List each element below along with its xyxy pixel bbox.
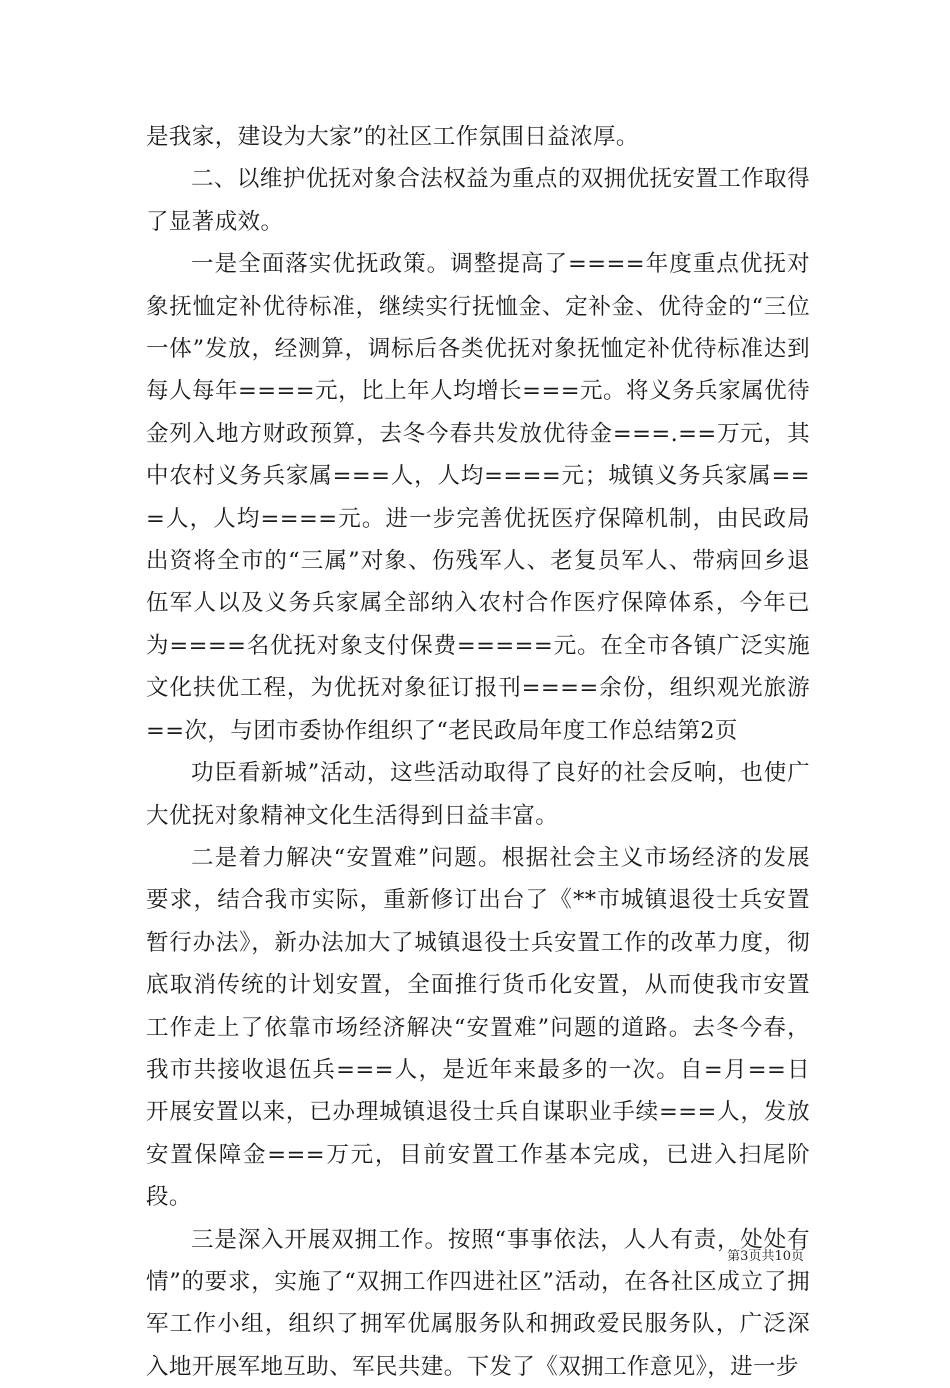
- page-number-footer: 第3页共10页: [727, 1249, 804, 1264]
- paragraph-1: 是我家，建设为大家”的社区工作氛围日益浓厚。: [146, 124, 639, 150]
- paragraph-2: 二、以维护优抚对象合法权益为重点的双拥优抚安置工作取得了显著成效。: [146, 166, 810, 235]
- paragraph-5: 二是着力解决“安置难”问题。根据社会主义市场经济的发展要求，结合我市实际，重新修订出台了《**市城镇退役士兵安置暂行办法》，新办法加大了城镇退役士兵安置工作的改革力度，彻底取消传统的计划安置，全面推行货币化安置，从而使我市安置工作走上了依靠市场经济解决“安置难”问题的道路。去冬今春，我市共接收退伍兵===人，是近年来最多的一次。自=月==日开展安置以来，已办理城镇退役士兵自谋职业手续===人，发放安置保障金===万元，目前安置工作基本完成，已进入扫尾阶段。: [146, 844, 810, 1211]
- paragraph-6: 三是深入开展双拥工作。按照“事事依法，人人有责，处处有情”的要求，实施了“双拥工作四进社区”活动，在各社区成立了拥军工作小组，组织了拥军优属服务队和拥政爱民服务队，广泛深入地开展军地互助、军民共建。下发了《双拥工作意见》，进一步: [146, 1226, 810, 1380]
- document-body: [146, 116, 810, 1388]
- paragraph-4: 功臣看新城”活动，这些活动取得了良好的社会反响，也使广大优抚对象精神文化生活得到日益丰富。: [146, 760, 810, 829]
- paragraph-3: 一是全面落实优抚政策。调整提高了====年度重点优抚对象抚恤定补优待标准，继续实行抚恤金、定补金、优待金的“三位一体”发放，经测算，调标后各类优抚对象抚恤定补优待标准达到每人每年====元，比上年人均增长===元。将义务兵家属优待金列入地方财政预算，去冬今春共发放优待金===.==万元，其中农村义务兵家属===人，人均====元；城镇义务兵家属===人，人均====元。进一步完善优抚医疗保障机制，由民政局出资将全市的“三属”对象、伤残军人、老复员军人、带病回乡退伍军人以及义务兵家属全部纳入农村合作医疗保障体系，今年已为====名优抚对象支付保费=====元。在全市各镇广泛实施文化扶优工程，为优抚对象征订报刊====余份，组织观光旅游==次，与团市委协作组织了“老民政局年度工作总结第2页: [146, 251, 810, 744]
